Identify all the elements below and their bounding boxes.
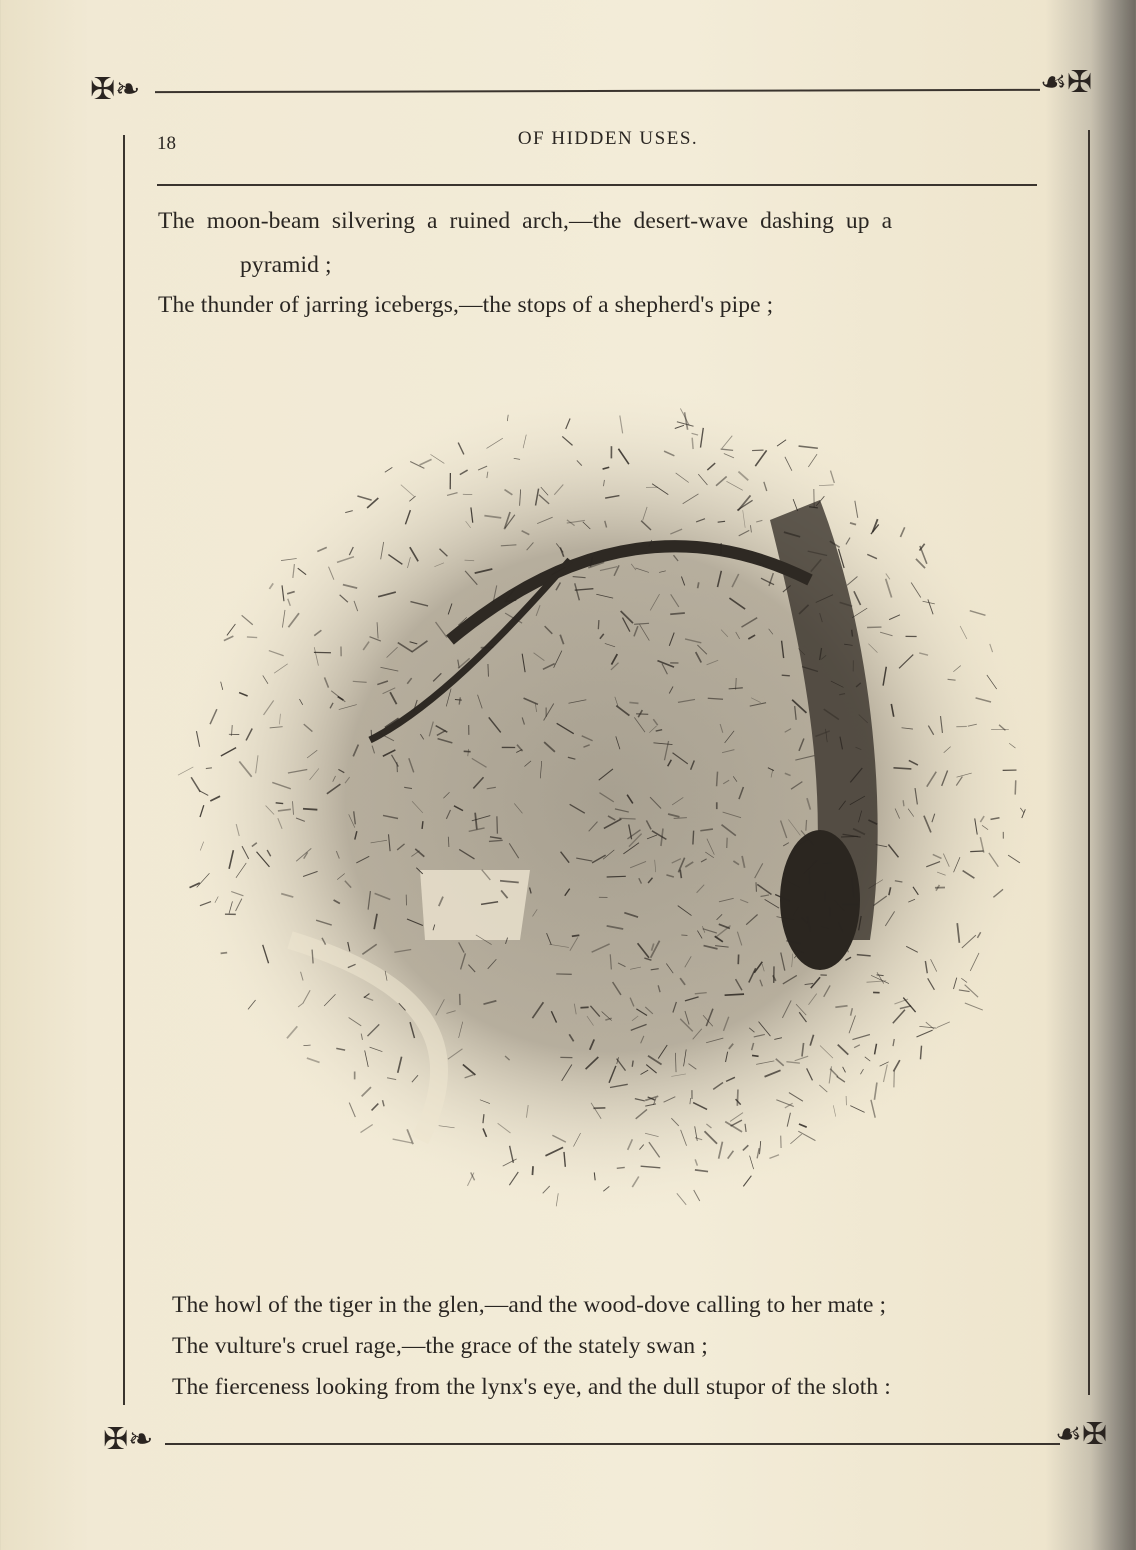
shepherd-figure [780,830,860,970]
corner-ornament-icon: ✠❧ [103,1422,154,1457]
engraving-stroke [752,1055,759,1056]
corner-ornament-icon: ☙✠ [1055,1417,1108,1452]
engraving-stroke [903,800,904,806]
engraving-stroke [532,1166,533,1175]
engraving-stroke [619,818,635,819]
engraving-stroke [448,837,449,847]
engraving-stroke [572,935,579,936]
engraving-stroke [276,803,284,804]
engraving-stroke [607,876,626,877]
engraving-stroke [206,768,212,769]
text-line: The fierceness looking from the lynx's eye, and the dull stupor of the sloth : [172,1374,891,1400]
engraving-stroke [737,1089,738,1105]
engraving-illustration [170,380,1050,1220]
border-top [155,89,1040,93]
engraving-stroke [465,560,475,561]
engraving-stroke [481,647,494,648]
engraving-stroke [632,1061,633,1067]
engraving-stroke [303,809,317,810]
engraving-stroke [221,953,228,954]
border-bottom [165,1443,1060,1445]
waterfall [420,870,530,940]
text-line: The howl of the tiger in the glen,—and the wood-dove calling to her mate ; [172,1292,887,1318]
engraving-stroke [497,816,498,833]
corner-ornament-icon: ✠❧ [90,72,141,107]
corner-ornament-icon: ☙✠ [1040,65,1093,100]
engraving-stroke [725,994,744,995]
running-head: OF HIDDEN USES. [517,128,699,149]
engraving-stroke [806,820,807,831]
text-line: The moon-beam silvering a ruined arch,—the desert-wave dashing up a [158,208,893,234]
engraving-stroke [782,675,790,676]
engraving-stroke [736,678,737,690]
engraving-stroke [247,637,257,638]
engraving-stroke [692,438,693,449]
header-rule [157,184,1037,186]
engraving-stroke [617,1167,625,1168]
page-number: 18 [157,133,176,154]
text-line: pyramid ; [240,252,332,278]
border-left [123,135,125,1405]
engraving-stroke [970,851,983,852]
border-right [1088,130,1090,1395]
text-line: The thunder of jarring icebergs,—the stops of a shepherd's pipe ; [158,292,774,318]
engraving-stroke [455,700,462,701]
engraving-stroke [422,821,423,829]
text-line: The vulture's cruel rage,—the grace of the stately swan ; [172,1333,708,1359]
engraving-stroke [717,772,718,787]
engraving-stroke [1015,780,1016,794]
engraving-stroke [693,831,694,845]
engraving-stroke [698,582,699,588]
engraving-stroke [598,620,599,629]
engraving-stroke [893,768,911,769]
engraving-stroke [852,630,853,637]
engraving-stroke [629,702,638,703]
